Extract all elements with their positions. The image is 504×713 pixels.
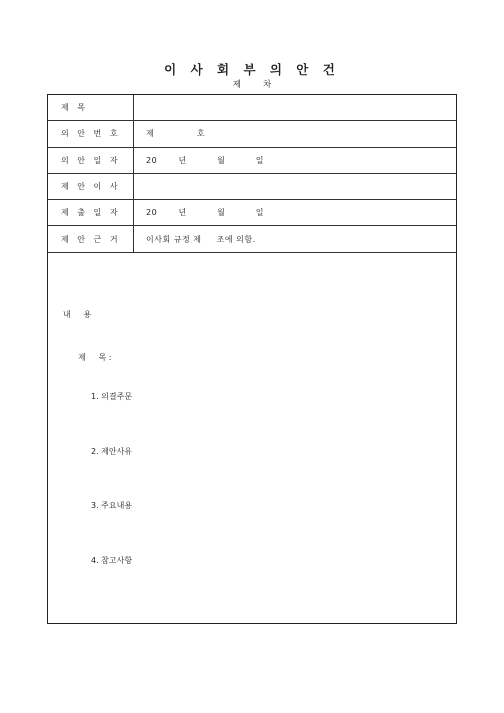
subject-label: 제 목 <box>48 95 134 121</box>
proposal-number-value: 제 호 <box>134 121 457 147</box>
proposing-director-label: 제 안 이 사 <box>48 173 134 199</box>
row-submission-date <box>48 200 456 226</box>
document-title: 이 사 회 부 의 안 건 <box>164 62 340 77</box>
proposal-basis-value: 이사회 규정 제 조에 의함. <box>134 226 457 252</box>
row-subject <box>48 95 456 121</box>
proposal-info-table <box>48 95 456 253</box>
row-proposal-basis <box>48 226 456 252</box>
content-item-reference: 4. 참고사항 <box>91 555 133 565</box>
proposal-form <box>47 94 457 624</box>
proposing-director-value <box>134 173 457 199</box>
content-subject-label: 제 목 : <box>78 352 112 362</box>
proposal-number-label: 의 안 번 호 <box>48 121 134 147</box>
submission-date-label: 제 출 일 자 <box>48 200 134 226</box>
content-item-resolution: 1. 의결주문 <box>91 391 133 401</box>
content-item-main: 3. 주요내용 <box>91 500 133 510</box>
document-subtitle: 제차 <box>232 80 294 90</box>
row-proposing-director <box>48 173 456 199</box>
subject-value <box>134 95 457 121</box>
proposal-date-label: 의 안 일 자 <box>48 147 134 173</box>
submission-date-value: 20 년 월 일 <box>134 200 457 226</box>
row-proposal-number <box>48 121 456 147</box>
content-heading: 내 용 <box>63 309 92 319</box>
proposal-basis-label: 제 안 근 거 <box>48 226 134 252</box>
content-item-reason: 2. 제안사유 <box>91 446 133 456</box>
proposal-date-value: 20 년 월 일 <box>134 147 457 173</box>
row-proposal-date <box>48 147 456 173</box>
